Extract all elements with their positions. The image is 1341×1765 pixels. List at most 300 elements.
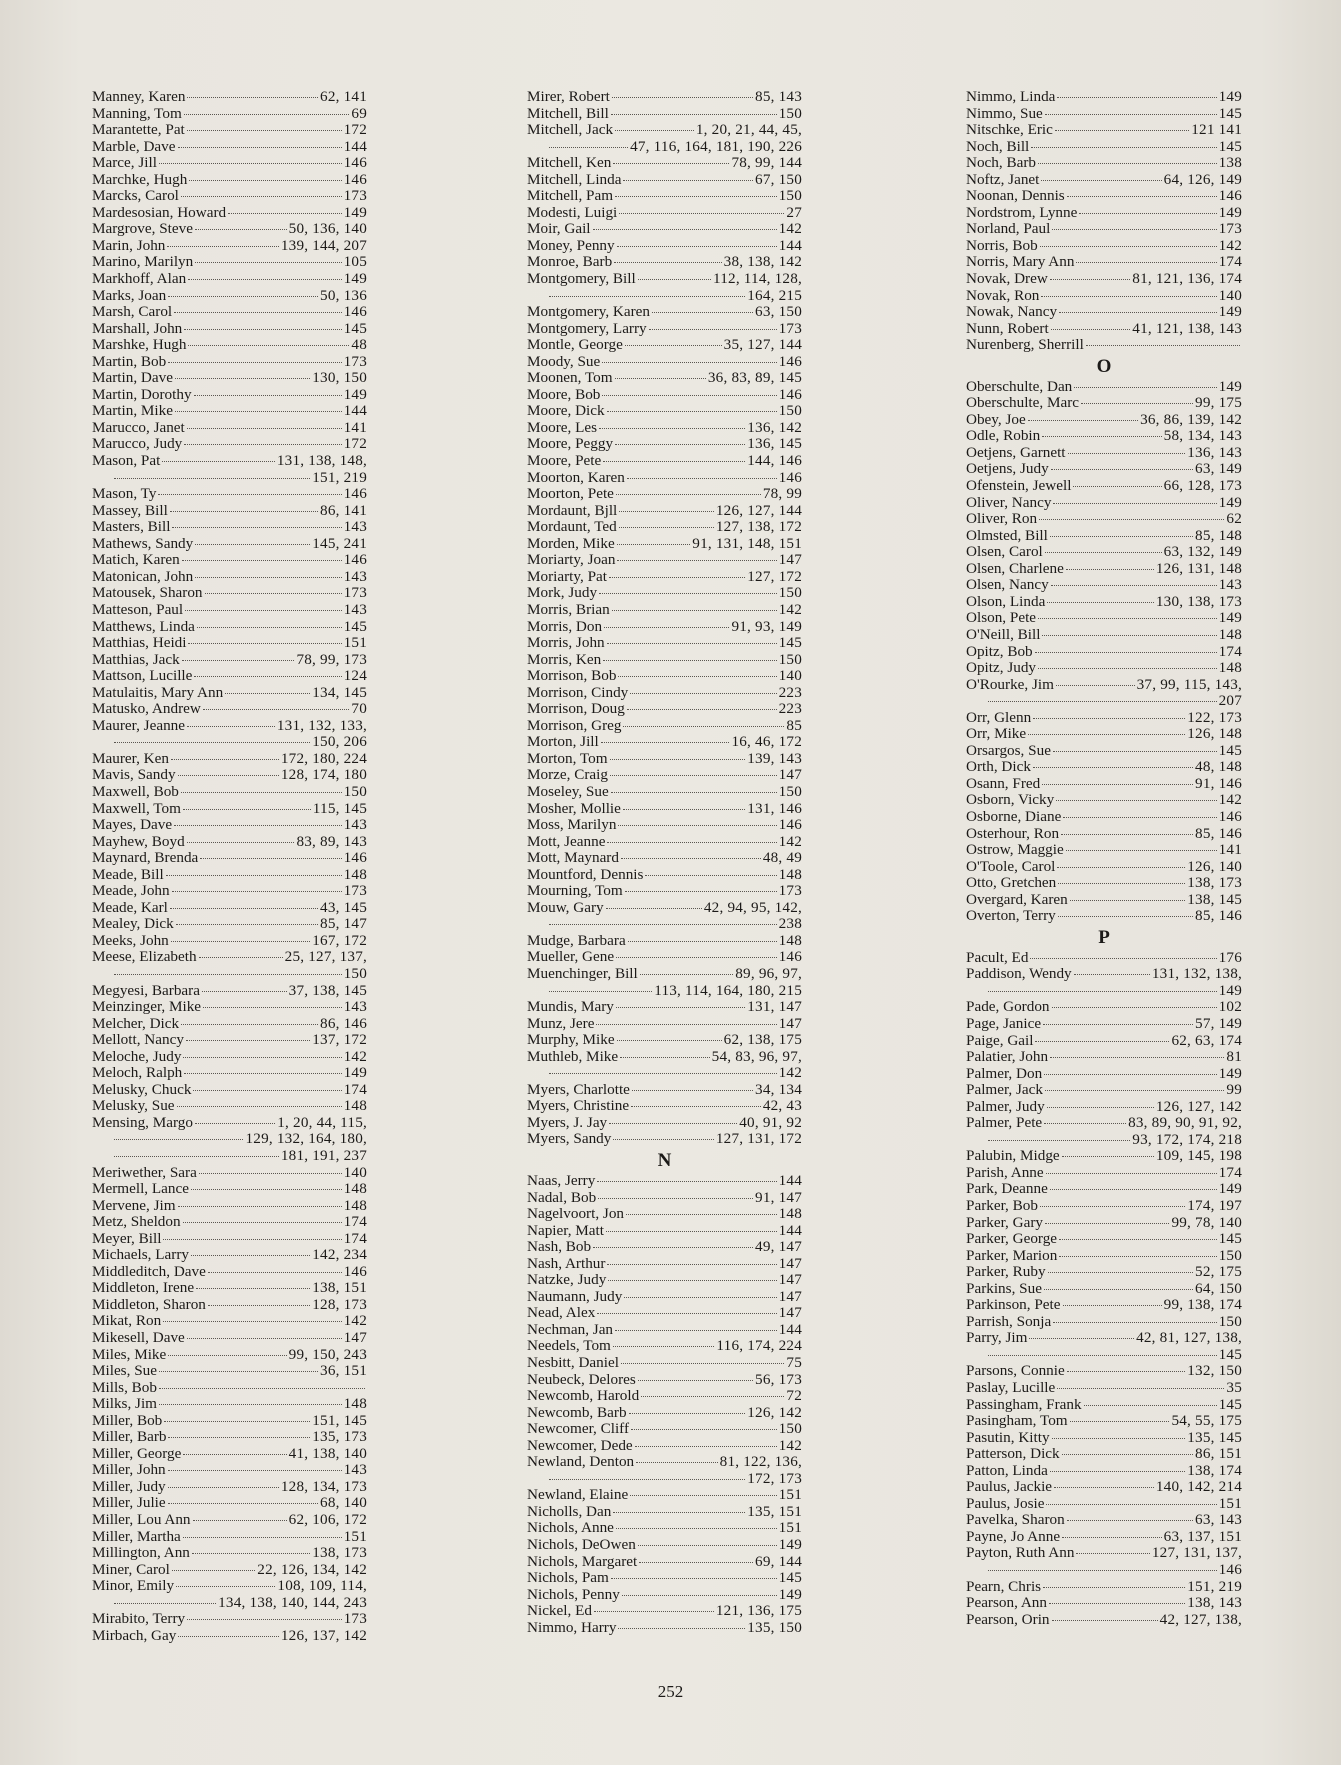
index-entry-continuation: [92, 734, 367, 751]
entry-name: Mills, Bob: [92, 1379, 157, 1396]
entry-name: Marshall, John: [92, 320, 183, 337]
entry-pages: 148: [778, 1206, 802, 1223]
entry-name: Montgomery, Larry: [527, 320, 647, 337]
index-entry: [92, 1479, 367, 1496]
dot-leader: [183, 1057, 341, 1058]
entry-name: Mitchell, Jack: [527, 122, 614, 139]
entry-pages: 50, 136, 140: [288, 221, 367, 238]
entry-name: Manning, Tom: [92, 105, 182, 122]
index-entry: [527, 552, 802, 569]
entry-name: Moss, Marilyn: [527, 817, 617, 834]
index-entry: [92, 569, 367, 586]
dot-leader: [174, 825, 341, 826]
dot-leader: [599, 428, 745, 429]
index-entry: [966, 544, 1242, 561]
dot-leader: [114, 1156, 279, 1157]
index-entry: [92, 486, 367, 503]
entry-pages: 93, 172, 174, 218: [1132, 1131, 1242, 1148]
entry-name: Montgomery, Bill: [527, 271, 636, 288]
index-entry: [92, 1495, 367, 1512]
entry-pages: 126, 127, 144: [715, 502, 802, 519]
entry-pages: 48: [351, 337, 367, 354]
entry-pages: 142: [778, 833, 802, 850]
index-entry: [527, 883, 802, 900]
entry-name: Nimmo, Sue: [966, 105, 1043, 122]
entry-pages: 151: [343, 1528, 367, 1545]
entry-pages: 146: [343, 171, 367, 188]
index-column-1: [92, 89, 367, 1644]
index-entry: [92, 106, 367, 123]
entry-pages: 145, 241: [312, 535, 367, 552]
entry-pages: 86, 146: [320, 1015, 367, 1032]
index-entry: [966, 1330, 1242, 1347]
index-entry: [92, 1049, 367, 1066]
entry-pages: 112, 114, 128,: [713, 271, 802, 288]
index-entry: [527, 801, 802, 818]
dot-leader: [1070, 1421, 1170, 1422]
index-entry: [966, 826, 1242, 843]
entry-name: Morden, Mike: [527, 535, 615, 552]
entry-pages: 89, 96, 97,: [735, 965, 802, 982]
dot-leader: [202, 991, 287, 992]
entry-pages: 81: [1226, 1049, 1242, 1066]
dot-leader: [1070, 900, 1185, 901]
dot-leader: [1044, 1123, 1126, 1124]
entry-pages: 49, 147: [755, 1239, 802, 1256]
entry-name: Parker, Marion: [966, 1247, 1058, 1264]
entry-name: O'Rourke, Jim: [966, 676, 1054, 693]
entry-pages: 143: [343, 519, 367, 536]
dot-leader: [1051, 329, 1131, 330]
dot-leader: [620, 1057, 710, 1058]
index-entry: [527, 1049, 802, 1066]
dot-leader: [189, 180, 341, 181]
dot-leader: [628, 941, 777, 942]
entry-pages: 146: [1218, 1562, 1242, 1579]
dot-leader: [1056, 685, 1135, 686]
entry-pages: 142: [343, 1048, 367, 1065]
entry-name: Marce, Jill: [92, 155, 157, 172]
index-entry: [527, 122, 802, 139]
entry-name: Matich, Karen: [92, 552, 180, 569]
entry-pages: 113, 114, 164, 180, 215: [654, 982, 802, 999]
dot-leader: [197, 627, 342, 628]
dot-leader: [1048, 1272, 1193, 1273]
entry-pages: 146: [778, 817, 802, 834]
dot-leader: [1062, 1156, 1154, 1157]
entry-name: Miles, Mike: [92, 1346, 167, 1363]
dot-leader: [195, 544, 310, 545]
entry-name: Myers, Sandy: [527, 1131, 612, 1148]
index-entry: [92, 1016, 367, 1033]
dot-leader: [1053, 751, 1217, 752]
entry-pages: 135, 145: [1187, 1429, 1242, 1446]
dot-leader: [1050, 1189, 1217, 1190]
entry-pages: 172: [343, 436, 367, 453]
entry-name: Mouw, Gary: [527, 899, 604, 916]
entry-name: Mirabito, Terry: [92, 1611, 186, 1628]
entry-pages: 143: [1218, 577, 1242, 594]
index-entry: [527, 106, 802, 123]
entry-pages: 150: [1218, 1247, 1242, 1264]
entry-name: Oliver, Ron: [966, 511, 1038, 528]
entry-pages: 36, 83, 89, 145: [707, 370, 802, 387]
entry-name: Melcher, Dick: [92, 1015, 180, 1032]
dot-leader: [1035, 1041, 1169, 1042]
entry-pages: 86, 141: [320, 502, 367, 519]
entry-pages: 150: [778, 651, 802, 668]
index-entry: [92, 155, 367, 172]
index-entry: [966, 1545, 1242, 1562]
entry-name: Melusky, Chuck: [92, 1081, 192, 1098]
entry-pages: 140, 142, 214: [1155, 1479, 1242, 1496]
entry-pages: 151, 219: [312, 469, 367, 486]
entry-name: Myers, Christine: [527, 1098, 630, 1115]
dot-leader: [159, 163, 342, 164]
entry-name: Moriarty, Joan: [527, 552, 616, 569]
entry-name: Matulaitis, Mary Ann: [92, 684, 224, 701]
entry-pages: 149: [1218, 204, 1242, 221]
index-entry: [92, 767, 367, 784]
index-entry: [966, 1198, 1242, 1215]
index-entry: [527, 784, 802, 801]
entry-name: Pasingham, Tom: [966, 1413, 1068, 1430]
entry-name: Meloche, Judy: [92, 1048, 182, 1065]
entry-pages: 147: [778, 1305, 802, 1322]
entry-name: Miller, George: [92, 1445, 182, 1462]
dot-leader: [610, 775, 777, 776]
dot-leader: [615, 1330, 777, 1331]
entry-name: Morris, Don: [527, 618, 603, 635]
index-entry: [966, 1165, 1242, 1182]
entry-name: Ofenstein, Jewell: [966, 478, 1072, 495]
entry-pages: 138, 174: [1187, 1462, 1242, 1479]
entry-pages: 151: [778, 1520, 802, 1537]
entry-name: Miles, Sue: [92, 1363, 157, 1380]
entry-name: Meese, Elizabeth: [92, 949, 197, 966]
dot-leader: [199, 957, 283, 958]
index-entry: [92, 370, 367, 387]
dot-leader: [1074, 387, 1216, 388]
index-entry: [92, 337, 367, 354]
dot-leader: [1076, 1553, 1149, 1554]
entry-name: Mavis, Sandy: [92, 767, 176, 784]
dot-leader: [184, 329, 341, 330]
index-entry: [92, 1545, 367, 1562]
dot-leader: [166, 875, 342, 876]
dot-leader: [177, 1106, 342, 1107]
entry-name: Matthews, Linda: [92, 618, 195, 635]
entry-name: Newcomer, Dede: [527, 1437, 633, 1454]
entry-name: Pacult, Ed: [966, 949, 1029, 966]
index-entry: [92, 999, 367, 1016]
entry-pages: 150: [343, 783, 367, 800]
dot-leader: [1053, 503, 1216, 504]
entry-pages: 127, 131, 172: [715, 1131, 802, 1148]
index-entry: [92, 585, 367, 602]
entry-name: Meloch, Ralph: [92, 1065, 183, 1082]
dot-leader: [1081, 403, 1193, 404]
dot-leader: [168, 1503, 318, 1504]
index-entry: [527, 1570, 802, 1587]
index-entry: [966, 288, 1242, 305]
entry-name: Osborne, Diane: [966, 808, 1062, 825]
entry-name: Myers, J. Jay: [527, 1114, 608, 1131]
index-entry: [527, 1173, 802, 1190]
entry-pages: 56, 173: [755, 1371, 802, 1388]
dot-leader: [593, 229, 777, 230]
index-entry: [92, 354, 367, 371]
dot-leader: [1050, 1471, 1185, 1472]
entry-name: Miner, Carol: [92, 1561, 170, 1578]
dot-leader: [1061, 834, 1193, 835]
entry-pages: 37, 99, 115, 143,: [1136, 676, 1242, 693]
entry-pages: 99, 78, 140: [1171, 1214, 1242, 1231]
entry-pages: 35: [1226, 1380, 1242, 1397]
entry-pages: 173: [1218, 221, 1242, 238]
entry-name: Moriarty, Pat: [527, 568, 608, 585]
entry-pages: 99, 175: [1195, 395, 1242, 412]
dot-leader: [649, 329, 777, 330]
dot-leader: [623, 180, 753, 181]
index-entry: [966, 139, 1242, 156]
entry-pages: 1, 20, 44, 115,: [277, 1114, 367, 1131]
entry-pages: 151: [778, 1487, 802, 1504]
entry-pages: 181, 191, 237: [280, 1148, 367, 1164]
entry-pages: 174: [1218, 643, 1242, 660]
dot-leader: [1043, 1024, 1193, 1025]
dot-leader: [192, 1553, 310, 1554]
dot-leader: [1038, 668, 1217, 669]
index-entry: [966, 1595, 1242, 1612]
entry-name: O'Toole, Carol: [966, 858, 1056, 875]
entry-pages: 149: [343, 386, 367, 403]
entry-name: Pasutin, Kitty: [966, 1429, 1050, 1446]
entry-pages: 223: [778, 684, 802, 701]
entry-name: Newland, Elaine: [527, 1487, 629, 1504]
index-entry: [92, 1628, 367, 1645]
index-entry: [527, 949, 802, 966]
index-entry: [966, 1264, 1242, 1281]
entry-pages: 43, 145: [320, 899, 367, 916]
entry-name: Muthleb, Mike: [527, 1048, 619, 1065]
entry-pages: 62, 138, 175: [723, 1032, 802, 1049]
entry-name: Morze, Craig: [527, 767, 608, 784]
entry-name: Mikesell, Dave: [92, 1330, 185, 1347]
dot-leader: [624, 1297, 776, 1298]
dot-leader: [611, 1578, 777, 1579]
index-entry: [966, 221, 1242, 238]
entry-pages: 145: [1218, 105, 1242, 122]
dot-leader: [170, 908, 318, 909]
entry-name: Nimmo, Harry: [527, 1619, 617, 1636]
index-entry: [92, 850, 367, 867]
index-entry: [966, 1297, 1242, 1314]
dot-leader: [549, 1073, 777, 1074]
entry-pages: 150: [778, 105, 802, 122]
entry-pages: 147: [778, 1015, 802, 1032]
entry-name: Morrison, Greg: [527, 717, 622, 734]
entry-name: Mayhew, Boyd: [92, 833, 185, 850]
index-entry-continuation: [92, 470, 367, 487]
index-entry-continuation: [92, 1131, 367, 1148]
dot-leader: [606, 908, 702, 909]
index-entry-continuation: [527, 916, 802, 933]
index-entry: [966, 1148, 1242, 1165]
index-entry: [527, 867, 802, 884]
entry-name: Mundis, Mary: [527, 999, 614, 1016]
dot-leader: [164, 1421, 310, 1422]
dot-leader: [613, 1346, 715, 1347]
entry-name: Parrish, Sonja: [966, 1313, 1052, 1330]
entry-pages: 148: [343, 1098, 367, 1115]
entry-name: Mudge, Barbara: [527, 932, 626, 949]
index-entry: [527, 89, 802, 106]
entry-pages: 147: [778, 1255, 802, 1272]
entry-pages: 135, 151: [747, 1503, 802, 1520]
entry-pages: 64, 150: [1195, 1280, 1242, 1297]
index-entry: [527, 1587, 802, 1604]
entry-name: Meyer, Bill: [92, 1230, 162, 1247]
entry-pages: 99, 150, 243: [288, 1346, 367, 1363]
entry-name: Marsh, Carol: [92, 304, 173, 321]
entry-name: Nunn, Robert: [966, 320, 1049, 337]
entry-pages: 38, 138, 142: [723, 254, 802, 271]
entry-name: Noftz, Janet: [966, 171, 1040, 188]
entry-name: Mosher, Mollie: [527, 800, 621, 817]
dot-leader: [607, 643, 777, 644]
index-entry: [527, 1272, 802, 1289]
index-entry: [527, 1487, 802, 1504]
entry-name: Osterhour, Ron: [966, 825, 1060, 842]
entry-pages: 121, 136, 175: [715, 1603, 802, 1620]
entry-name: Moody, Sue: [527, 353, 601, 370]
dot-leader: [183, 1222, 342, 1223]
entry-pages: 173: [343, 188, 367, 205]
entry-pages: 145: [1218, 138, 1242, 155]
index-entry: [92, 321, 367, 338]
entry-pages: 147: [343, 1330, 367, 1347]
index-entry: [527, 1454, 802, 1471]
index-entry: [527, 486, 802, 503]
entry-pages: 58, 134, 143: [1163, 428, 1242, 445]
index-entry: [966, 1380, 1242, 1397]
entry-pages: 149: [1218, 304, 1242, 321]
entry-pages: 34, 134: [755, 1081, 802, 1098]
index-entry: [92, 122, 367, 139]
entry-pages: 149: [1218, 89, 1242, 105]
dot-leader: [181, 792, 342, 793]
dot-leader: [159, 1404, 342, 1405]
dot-leader: [195, 577, 341, 578]
index-entry: [966, 445, 1242, 462]
index-entry: [92, 1562, 367, 1579]
entry-pages: 150: [778, 188, 802, 205]
index-entry: [92, 536, 367, 553]
entry-pages: 150: [778, 783, 802, 800]
entry-name: Mitchell, Pam: [527, 188, 614, 205]
entry-pages: 149: [778, 1537, 802, 1554]
entry-pages: 148: [343, 1181, 367, 1198]
entry-name: Miller, Judy: [92, 1478, 166, 1495]
dot-leader: [184, 114, 350, 115]
entry-pages: 42, 81, 127, 138,: [1136, 1330, 1242, 1347]
dot-leader: [599, 593, 777, 594]
index-entry: [527, 470, 802, 487]
dot-leader: [632, 1090, 753, 1091]
entry-pages: 143: [343, 601, 367, 618]
entry-name: Martin, Dave: [92, 370, 173, 387]
entry-pages: 146: [778, 353, 802, 370]
dot-leader: [195, 229, 287, 230]
dot-leader: [615, 444, 745, 445]
dot-leader: [194, 676, 341, 677]
entry-name: Montle, George: [527, 337, 623, 354]
entry-pages: 151, 219: [1187, 1578, 1242, 1595]
entry-name: Mott, Jeanne: [527, 833, 606, 850]
entry-pages: 145: [343, 320, 367, 337]
entry-pages: 131, 132, 133,: [276, 717, 367, 734]
entry-name: Nichols, Anne: [527, 1520, 614, 1537]
entry-name: Noch, Bill: [966, 138, 1030, 155]
index-entry: [966, 1033, 1242, 1050]
index-entry: [966, 1397, 1242, 1414]
dot-leader: [183, 1454, 286, 1455]
entry-pages: 115, 145: [312, 800, 367, 817]
entry-name: Marcks, Carol: [92, 188, 179, 205]
dot-leader: [638, 279, 711, 280]
entry-pages: 144: [778, 1173, 802, 1189]
entry-name: Marucco, Judy: [92, 436, 183, 453]
dot-leader: [114, 742, 310, 743]
entry-name: Nitschke, Eric: [966, 122, 1053, 139]
index-entry: [527, 1223, 802, 1240]
dot-leader: [1066, 850, 1217, 851]
entry-name: Matonican, John: [92, 568, 194, 585]
index-entry: [966, 966, 1242, 983]
entry-name: Palmer, Judy: [966, 1098, 1045, 1115]
index-entry-continuation: [966, 1562, 1242, 1579]
index-entry: [527, 767, 802, 784]
entry-pages: 146: [343, 304, 367, 321]
entry-name: Nowak, Nancy: [966, 304, 1058, 321]
dot-leader: [1067, 196, 1217, 197]
entry-name: Needels, Tom: [527, 1338, 611, 1355]
entry-name: Parker, Ruby: [966, 1264, 1046, 1281]
index-entry: [92, 139, 367, 156]
index-entry: [92, 602, 367, 619]
entry-pages: 174: [343, 1214, 367, 1231]
dot-leader: [618, 676, 776, 677]
index-entry-continuation: [966, 983, 1242, 1000]
entry-name: Parry, Jim: [966, 1330, 1028, 1347]
dot-leader: [188, 279, 341, 280]
entry-pages: 134, 138, 140, 144, 243: [218, 1594, 367, 1611]
entry-name: Parkins, Sue: [966, 1280, 1042, 1297]
dot-leader: [114, 478, 310, 479]
index-entry: [527, 602, 802, 619]
entry-pages: 173: [343, 883, 367, 900]
index-entry: [966, 395, 1242, 412]
dot-leader: [172, 527, 341, 528]
dot-leader: [1042, 436, 1161, 437]
index-entry: [966, 842, 1242, 859]
index-entry-continuation: [966, 693, 1242, 710]
entry-name: Mayes, Dave: [92, 817, 173, 834]
dot-leader: [188, 345, 349, 346]
dot-leader: [626, 1214, 777, 1215]
entry-name: Martin, Bob: [92, 353, 167, 370]
